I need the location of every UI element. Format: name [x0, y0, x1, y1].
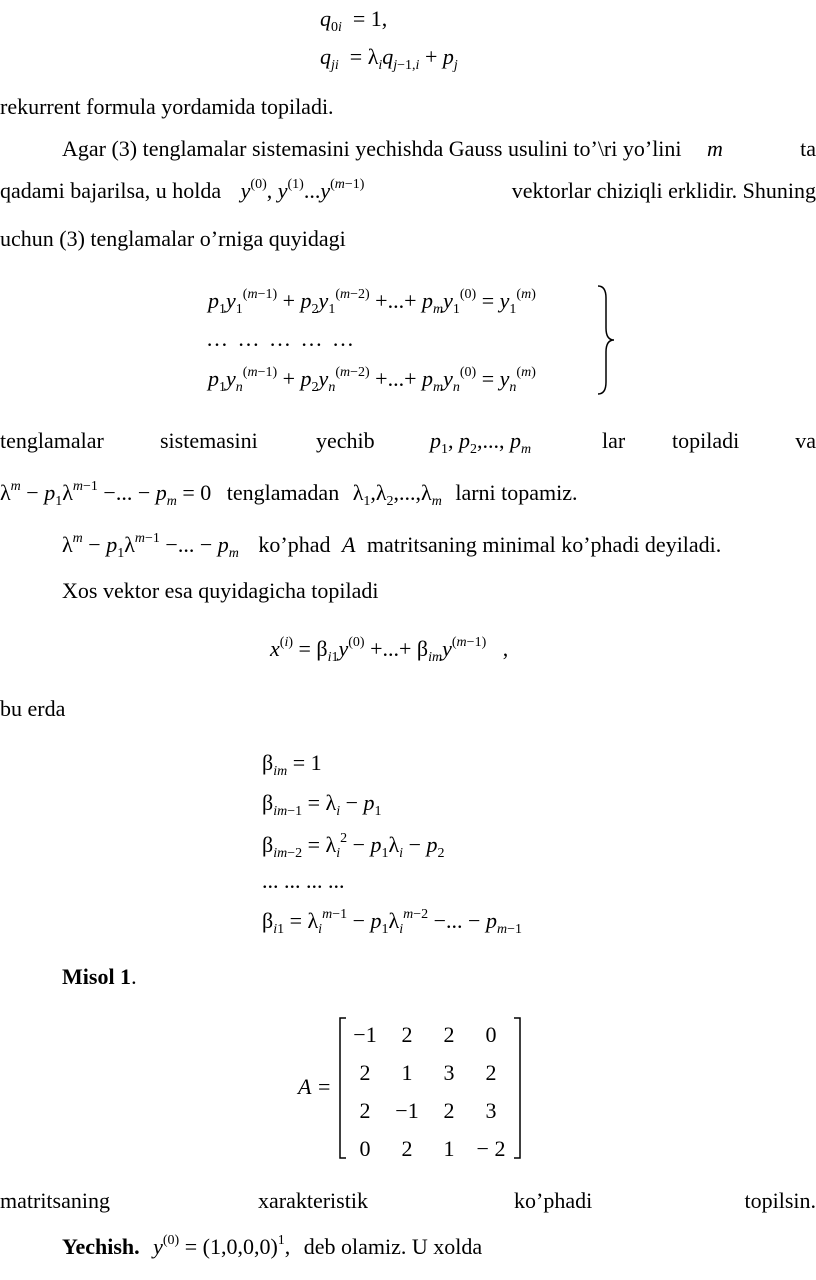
system-eq-1: $p_1y_1^{(m-1)} + p_2y_1^{(m-2)}$ +...+ $p_my_1^{(0)} = y_1^{(m)}$ — [208, 286, 536, 318]
beta-eq-3: $\beta_{im-2} = \lambda_i^2 - p_1\lambda_i - p_2$ — [262, 830, 445, 862]
matrix-cell: 1 — [443, 1136, 455, 1161]
matrix-row — [344, 1016, 512, 1054]
matrix-cell: − 2 — [476, 1136, 506, 1161]
paragraph-1: rekurrent formula yordamida topiladi. — [0, 94, 334, 119]
matrix-cell: 0 — [359, 1136, 371, 1161]
matrix-cell: 2 — [443, 1098, 455, 1123]
yechish-line: Yechish. $y^{(0)} = (1,0,0,0)^1$, deb olamiz. U xolda — [62, 1232, 483, 1259]
beta-eq-1: $\beta_{im} = 1$ — [262, 750, 322, 780]
system-eq-n: $p_1y_n^{(m-1)} + p_2y_n^{(m-2)}$ +...+ $p_my_n^{(0)} = y_n^{(m)}$ — [208, 364, 536, 396]
eigenvector-formula: $x^{(i)} = \beta_{i1}y^{(0)}$ +...+ $\beta_{im}y^{(m-1)}$ , — [270, 634, 509, 666]
paragraph-5: $\lambda^m - p_1\lambda^{m-1}$ −... − $p_m$ ko’phad A matritsaning minimal ko’phadi deyiladi. — [62, 530, 722, 562]
matrix-cell: 3 — [485, 1098, 497, 1123]
beta-eq-last: $\beta_{i1} = \lambda_i^{m-1} - p_1\lambda_i^{m-2}$ −... − $p_{m-1}$ — [262, 906, 522, 938]
matrix-label: A — [298, 1074, 312, 1099]
paragraph-7: bu erda — [0, 696, 66, 721]
paragraph-2-line-1: Agar (3) tenglamalar sistemasini yechishda Gauss usulini to’\ri yo’lini m ta — [62, 136, 816, 161]
matrix-cell: 1 — [401, 1060, 413, 1085]
matrix-row — [344, 1054, 512, 1092]
misol-heading: Misol 1. — [62, 964, 137, 989]
right-brace-icon — [596, 284, 618, 396]
matrix-cell: 2 — [359, 1098, 371, 1123]
matrix-a — [338, 1016, 522, 1160]
matrix-cell: 2 — [401, 1136, 413, 1161]
paragraph-2-line-2: qadami bajarilsa, u holda $y^{(0)}$, $y^{(1)}...y^{(m-1)}$ vektorlar chiziqli erklidir. Shuning — [0, 176, 816, 203]
p-list: $p_1$, $p_2$,..., $p_m$ — [430, 428, 532, 458]
matrix-cell: 3 — [443, 1060, 455, 1085]
matrix-row — [344, 1130, 512, 1168]
beta-eq-2: $\beta_{im-1} = \lambda_i - p_1$ — [262, 790, 382, 820]
system-dots: … … … … … — [206, 326, 356, 351]
matrix-equals: = — [318, 1074, 331, 1099]
matrix-cell: 2 — [443, 1022, 455, 1047]
matrix-cell: 0 — [485, 1022, 497, 1047]
matrix-cell: −1 — [395, 1098, 419, 1123]
matrix-cell: 2 — [401, 1022, 413, 1047]
matrix-row — [344, 1092, 512, 1130]
eq-qji: $q_{ji} = \lambda_iq_{j-1,i} + p_j$ — [320, 44, 458, 74]
paragraph-2-line-3: uchun (3) tenglamalar o’rniga quyidagi — [0, 226, 346, 251]
matrix-cell: −1 — [353, 1022, 377, 1047]
matrix-cell: 2 — [359, 1060, 371, 1085]
vector-sequence: $y^{(0)}$, $y^{(1)}...y^{(m-1)}$ — [240, 176, 365, 203]
paragraph-4: $\lambda^m - p_1\lambda^{m-1}$ −... − $p_m = 0$ tenglamadan $\lambda_1,\lambda_2,...,\lambda_m$ larni topamiz. — [0, 478, 578, 510]
paragraph-6: Xos vektor esa quyidagicha topiladi — [62, 578, 379, 603]
beta-dots: ... ... ... ... — [262, 868, 345, 893]
matrix-cell: 2 — [485, 1060, 497, 1085]
eq-q0i: $q_{0i} = 1$, — [320, 6, 388, 36]
